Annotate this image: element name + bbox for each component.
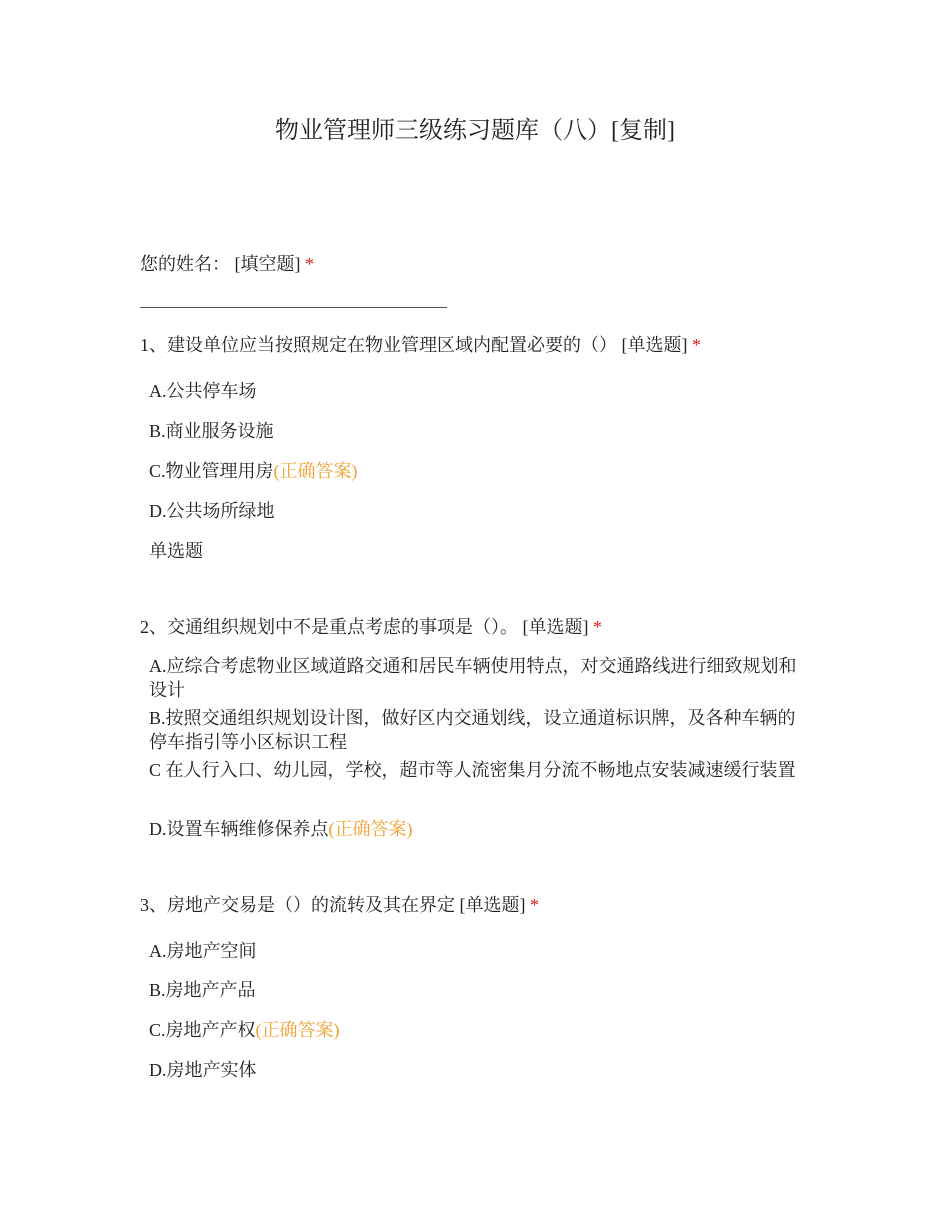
- question-type: [填空题]: [234, 254, 301, 274]
- q2-option-c: C 在人行入口、幼儿园，学校，超市等人流密集月分流不畅地点安装减速缓行装置: [149, 760, 796, 780]
- required-star: *: [530, 895, 539, 915]
- q2-option-a: A.应综合考虑物业区域道路交通和居民车辆使用特点，对交通路线进行细致规划和设计: [149, 656, 797, 700]
- question-type: [单选题]: [459, 895, 526, 915]
- question-type: [单选题]: [522, 617, 589, 637]
- question-type: [单选题]: [621, 335, 688, 355]
- q1-footer: 单选题: [149, 541, 203, 561]
- q3-option-c: C.房地产产权(正确答案): [149, 1020, 340, 1040]
- name-input-line[interactable]: [140, 307, 447, 308]
- correct-answer-tag: (正确答案): [255, 1020, 340, 1040]
- q1-option-b: B.商业服务设施: [149, 421, 274, 441]
- q2-option-b: B.按照交通组织规划设计图，做好区内交通划线，设立通道标识牌，及各种车辆的停车指引等小区标识工程: [149, 708, 796, 752]
- name-question: 您的姓名： [填空题] *: [140, 254, 314, 274]
- q1-option-a: A.公共停车场: [149, 381, 257, 401]
- page-title: 物业管理师三级练习题库（八）[复制]: [275, 118, 675, 144]
- correct-answer-tag: (正确答案): [273, 461, 358, 481]
- question-2-title: 2、交通组织规划中不是重点考虑的事项是（）。 [单选题] *: [140, 617, 602, 637]
- correct-answer-tag: (正确答案): [328, 819, 413, 839]
- required-star: *: [692, 335, 701, 355]
- required-star: *: [305, 254, 314, 274]
- question-1-title: 1、建设单位应当按照规定在物业管理区域内配置必要的（） [单选题] *: [140, 335, 701, 355]
- q1-option-c: C.物业管理用房(正确答案): [149, 461, 358, 481]
- q3-option-d: D.房地产实体: [149, 1060, 257, 1080]
- required-star: *: [593, 617, 602, 637]
- q1-option-d: D.公共场所绿地: [149, 501, 275, 521]
- q3-option-b: B.房地产产品: [149, 980, 256, 1000]
- q2-option-d: D.设置车辆维修保养点(正确答案): [149, 819, 413, 839]
- q3-option-a: A.房地产空间: [149, 941, 257, 961]
- question-3-title: 3、房地产交易是（）的流转及其在界定 [单选题] *: [140, 895, 539, 915]
